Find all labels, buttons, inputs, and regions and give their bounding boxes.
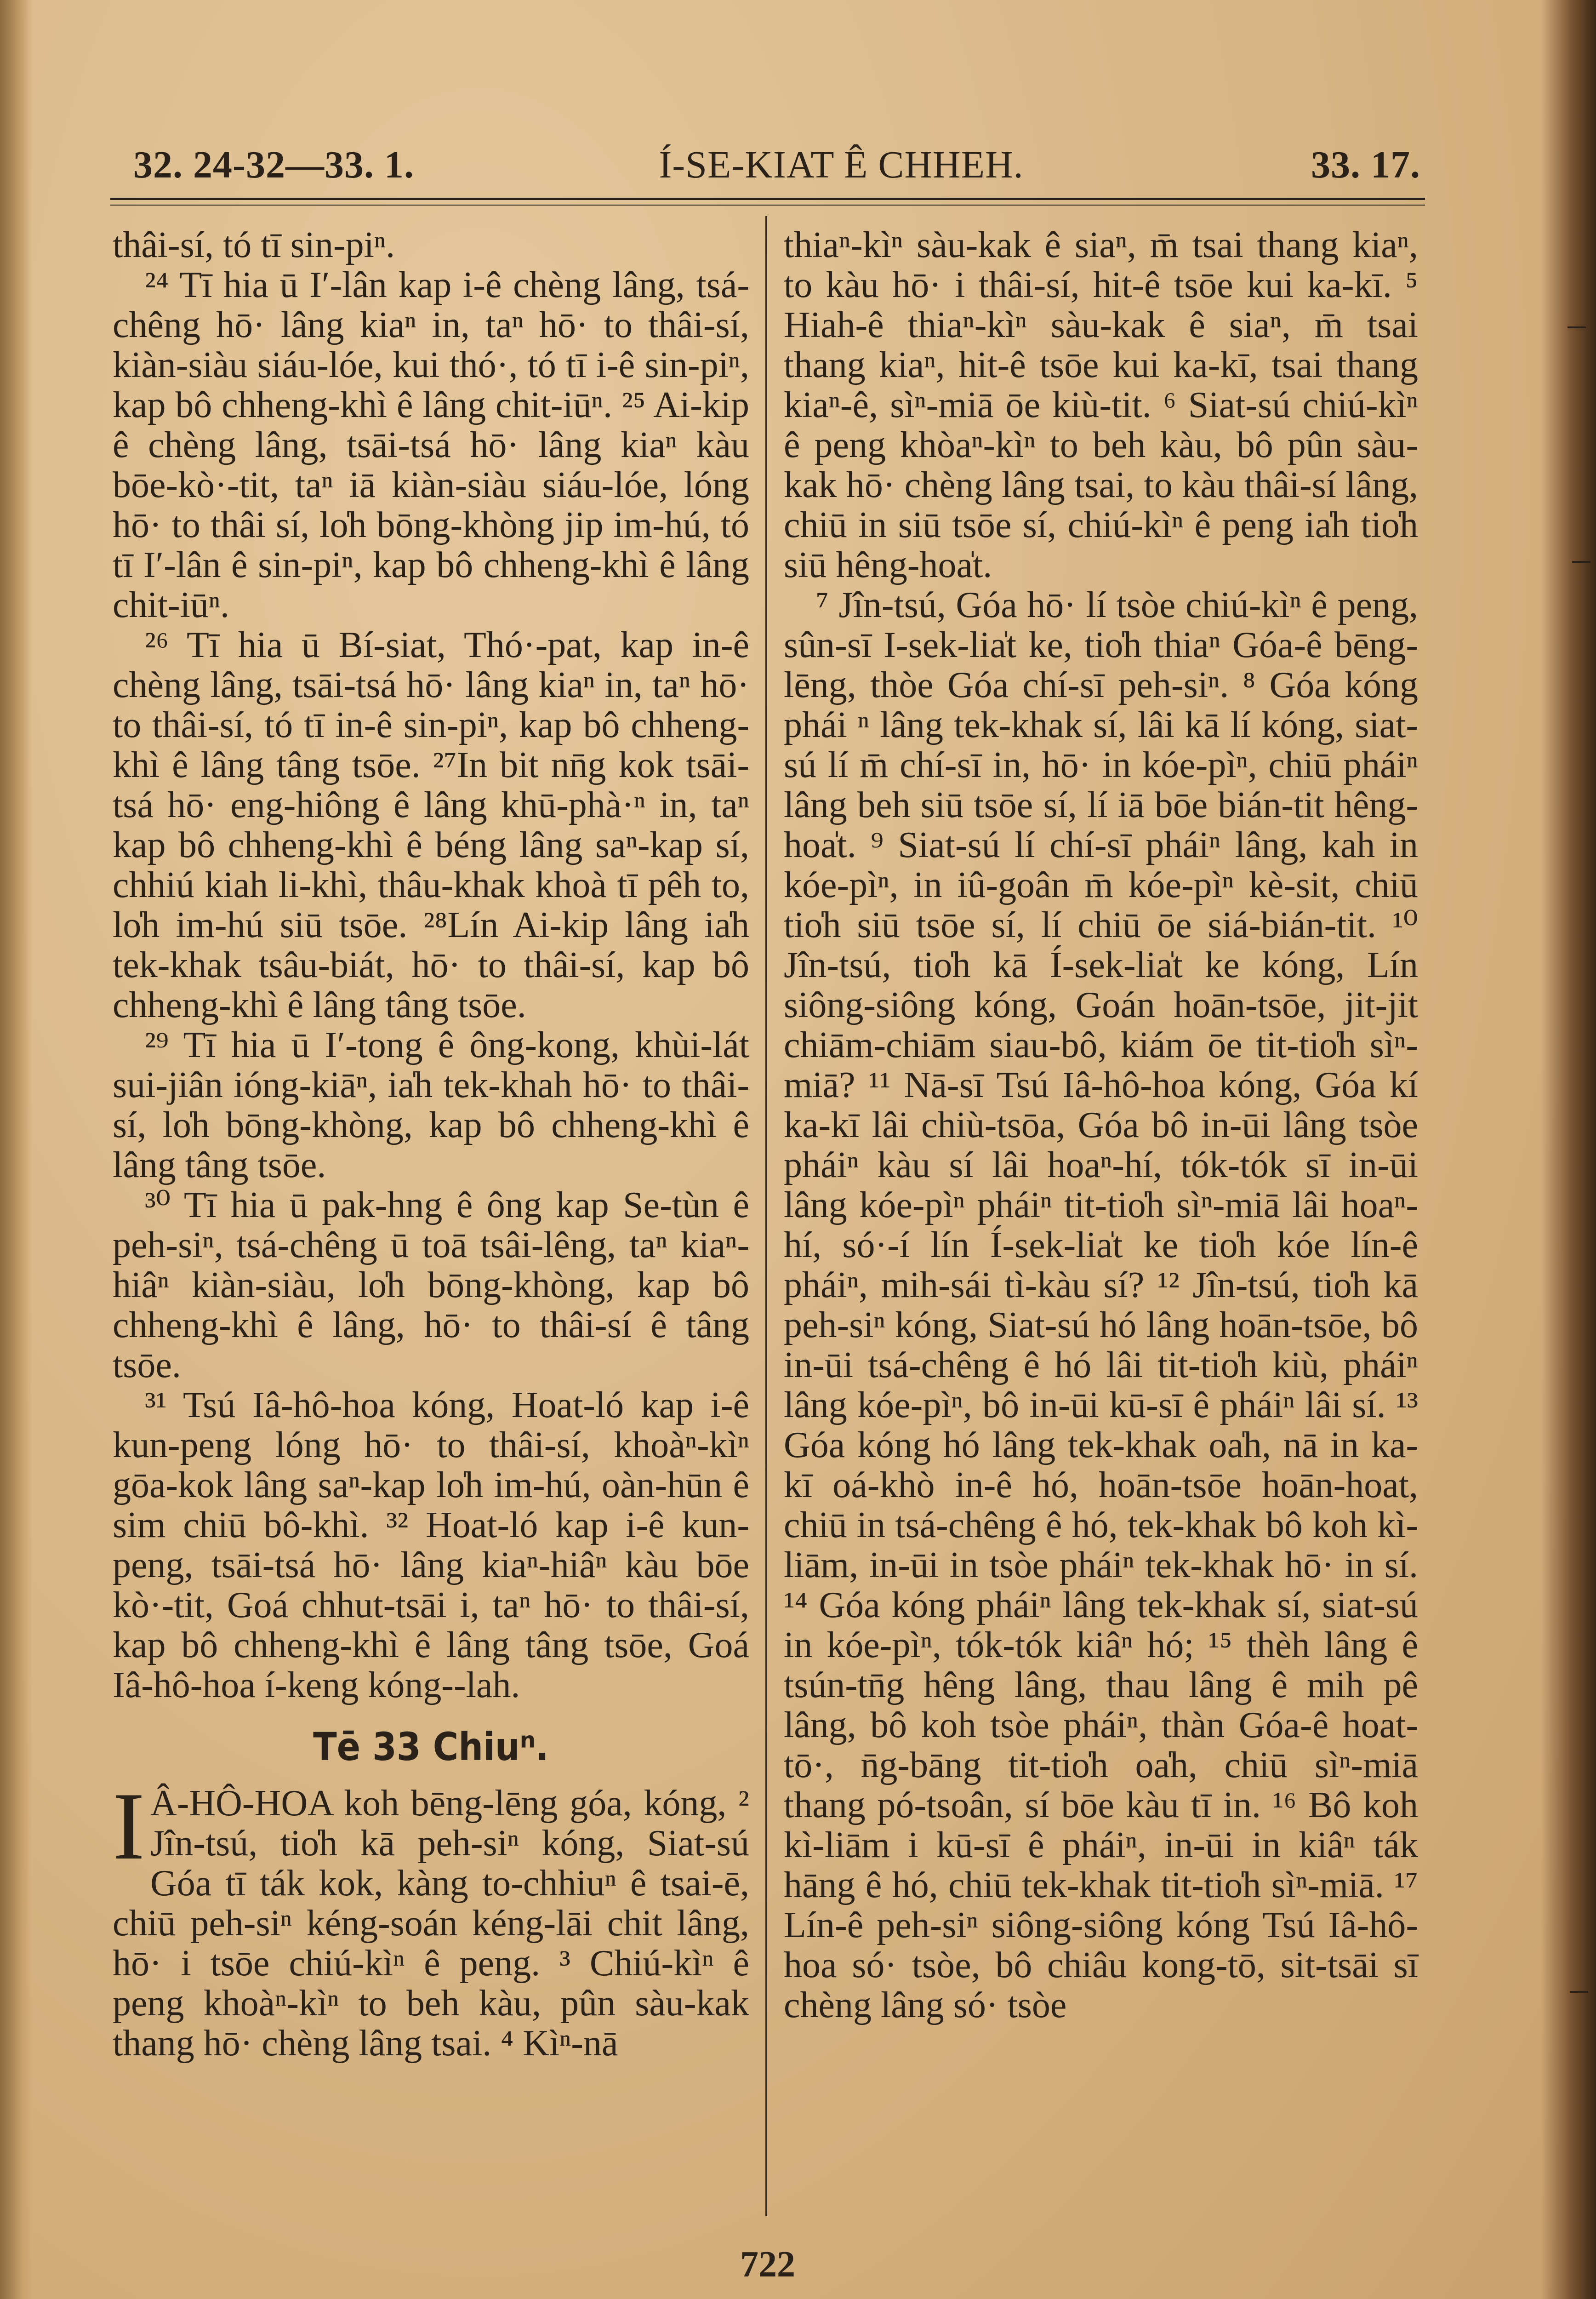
header-book-title: Í-SE-KIAT Ê CHHEH. xyxy=(659,143,1024,186)
right-column xyxy=(784,225,1418,2025)
column-divider xyxy=(765,216,767,2216)
chapter-opening-text: Â-HÔ-HOA koh bēng-lēng góa, kóng, ² Jîn-tsú, tio̍h kā peh-siⁿ kóng, Siat-sú Góa tī ták kok, kàng to-chhiuⁿ ê tsai-ē, chiū peh-siⁿ kéng-soán kéng-lāi chit lâng, hō· i tsōe chiú-kìⁿ ê peng. ³ Chiú-kìⁿ ê peng khoàⁿ-kìⁿ to beh kàu, pûn sàu-kak thang hō· chèng lâng tsai. ⁴ Kìⁿ-nā xyxy=(113,1783,749,2064)
page-number: 722 xyxy=(740,2244,795,2285)
paragraph: ³⁰ Tī hia ū pak-hng ê ông kap Se-tùn ê peh-siⁿ, tsá-chêng ū toā tsâi-lêng, taⁿ kiaⁿ-hiâⁿ kiàn-siàu, lo̍h bōng-khòng, kap bô chheng-khì ê lâng, hō· to thâi-sí ê tâng tsōe. xyxy=(113,1185,749,1385)
margin-tick xyxy=(1572,561,1590,563)
paragraph: thâi-sí, tó tī sin-piⁿ. xyxy=(113,225,395,265)
page-left-edge xyxy=(0,0,32,2299)
chapter-opening xyxy=(113,1773,749,2064)
drop-cap: I xyxy=(113,1773,145,1880)
paragraph: thiaⁿ-kìⁿ sàu-kak ê siaⁿ, m̄ tsai thang kiaⁿ, to kàu hō· i thâi-sí, hit-ê tsōe kui ka-kī. ⁵ Hiah-ê thiaⁿ-kìⁿ sàu-kak ê siaⁿ, m̄ tsai thang kiaⁿ, hit-ê tsōe kui ka-kī, tsai thang kiaⁿ-ê, sìⁿ-miā ōe kiù-tit. ⁶ Siat-sú chiú-kìⁿ ê peng khòaⁿ-kìⁿ to beh kàu, bô pûn sàu-kak hō· chèng lâng tsai, to kàu thâi-sí lâng, chiū in siū tsōe sí, chiú-kìⁿ ê peng ia̍h tio̍h siū hêng-hoa̍t. xyxy=(784,225,1418,585)
header-rule-thin xyxy=(110,205,1425,206)
header-rule xyxy=(110,198,1425,200)
paragraph: ²⁴ Tī hia ū I′-lân kap i-ê chèng lâng, tsá-chêng hō· lâng kiaⁿ in, taⁿ hō· to thâi-sí, kiàn-siàu siáu-lóe, kui thó·, tó tī i-ê sin-piⁿ, kap bô chheng-khì ê lâng chit-iūⁿ. ²⁵ Ai-kip ê chèng lâng, tsāi-tsá hō· lâng kiaⁿ kàu bōe-kò·-tit, taⁿ iā kiàn-siàu siáu-lóe, lóng hō· to thâi sí, lo̍h bōng-khòng jip im-hú, tó tī I′-lân ê sin-piⁿ, kap bô chheng-khì ê lâng chit-iūⁿ. xyxy=(113,265,749,625)
paragraph: ³¹ Tsú Iâ-hô-hoa kóng, Hoat-ló kap i-ê kun-peng lóng hō· to thâi-sí, khoàⁿ-kìⁿ gōa-kok lâng saⁿ-kap lo̍h im-hú, oàn-hūn ê sim chiū bô-khì. ³² Hoat-ló kap i-ê kun-peng, tsāi-tsá hō· lâng kiaⁿ-hiâⁿ kàu bōe kò·-tit, Goá chhut-tsāi i, taⁿ hō· to thâi-sí, kap bô chheng-khì ê lâng tâng tsōe, Goá Iâ-hô-hoa í-keng kóng--lah. xyxy=(113,1385,749,1705)
margin-tick xyxy=(1570,1991,1588,1993)
chapter-heading: Tē 33 Chiuⁿ. xyxy=(313,1724,549,1769)
header-end-verse: 33. 17. xyxy=(1311,143,1420,186)
page-right-edge xyxy=(1541,0,1596,2299)
margin-tick xyxy=(1568,326,1586,328)
left-column xyxy=(113,225,749,2064)
paragraph: ⁷ Jîn-tsú, Góa hō· lí tsòe chiú-kìⁿ ê peng, sûn-sī I-sek-lia̍t ke, tio̍h thiaⁿ Góa-ê bēng-lēng, thòe Góa chí-sī peh-siⁿ. ⁸ Góa kóng phái ⁿ lâng tek-khak sí, lâi kā lí kóng, siat-sú lí m̄ chí-sī in, hō· in kóe-pìⁿ, chiū pháiⁿ lâng beh siū tsōe sí, lí iā bōe bián-tit hêng-hoa̍t. ⁹ Siat-sú lí chí-sī pháiⁿ lâng, kah in kóe-pìⁿ, in iû-goân m̄ kóe-pìⁿ kè-sit, chiū tio̍h siū tsōe sí, lí chiū ōe siá-bián-tit. ¹⁰ Jîn-tsú, tio̍h kā Í-sek-lia̍t ke kóng, Lín siông-siông kóng, Goán hoān-tsōe, jit-jit chiām-chiām siau-bô, kiám ōe tit-tio̍h sìⁿ-miā? ¹¹ Nā-sī Tsú Iâ-hô-hoa kóng, Góa kí ka-kī lâi chiù-tsōa, Góa bô in-ūi lâng tsòe pháiⁿ kàu sí lâi hoaⁿ-hí, tók-tók sī in-ūi lâng kóe-pìⁿ pháiⁿ tit-tio̍h sìⁿ-miā lâi hoaⁿ-hí, só·-í lín Í-sek-lia̍t ke tio̍h kóe lín-ê pháiⁿ, mih-sái tì-kàu sí? ¹² Jîn-tsú, tio̍h kā peh-siⁿ kóng, Siat-sú hó lâng hoān-tsōe, bô in-ūi tsá-chêng ê hó lâi tit-tio̍h kiù, pháiⁿ lâng kóe-pìⁿ, bô in-ūi kū-sī ê pháiⁿ lâi sí. ¹³ Góa kóng hó lâng tek-khak oa̍h, nā in ka-kī oá-khò in-ê hó, hoān-tsōe hoān-hoat, chiū in tsá-chêng ê hó, tek-khak bô koh kì-liām, in-ūi in tsòe pháiⁿ tek-khak hō· in sí. ¹⁴ Góa kóng pháiⁿ lâng tek-khak sí, siat-sú in kóe-pìⁿ, tók-tók kiâⁿ hó; ¹⁵ thèh lâng ê tsún-tn̄g hêng lâng, thau lâng ê mih pê lâng, bô koh tsòe pháiⁿ, thàn Góa-ê hoat-tō·, n̄g-bāng tit-tio̍h oa̍h, chiū sìⁿ-miā thang pó-tsoân, sí bōe kàu tī in. ¹⁶ Bô koh kì-liām i kū-sī ê pháiⁿ, in-ūi in kiâⁿ ták hāng ê hó, chiū tek-khak tit-tio̍h sìⁿ-miā. ¹⁷ Lín-ê peh-siⁿ siông-siông kóng Tsú Iâ-hô-hoa só· tsòe, bô chiâu kong-tō, sit-tsāi sī chèng lâng só· tsòe xyxy=(784,585,1418,2025)
header-verse-range: 32. 24-32—33. 1. xyxy=(133,143,414,186)
paragraph: ²⁹ Tī hia ū I′-tong ê ông-kong, khùi-lát sui-jiân ióng-kiāⁿ, ia̍h tek-khah hō· to thâi-sí, lo̍h bōng-khòng, kap bô chheng-khì ê lâng tâng tsōe. xyxy=(113,1025,749,1185)
running-header xyxy=(133,133,1420,189)
paragraph: ²⁶ Tī hia ū Bí-siat, Thó·-pat, kap in-ê chèng lâng, tsāi-tsá hō· lâng kiaⁿ in, taⁿ hō· to thâi-sí, tó tī in-ê sin-piⁿ, kap bô chheng-khì ê lâng tâng tsōe. ²⁷In bit nn̄g kok tsāi-tsá hō· eng-hiông ê lâng khū-phà·ⁿ in, taⁿ kap bô chheng-khì ê béng lâng saⁿ-kap sí, chhiú kiah li-khì, thâu-khak khoà tī pêh to, lo̍h im-hú siū tsōe. ²⁸Lín Ai-kip lâng ia̍h tek-khak tsâu-biát, hō· to thâi-sí, kap bô chheng-khì ê lâng tâng tsōe. xyxy=(113,625,749,1025)
